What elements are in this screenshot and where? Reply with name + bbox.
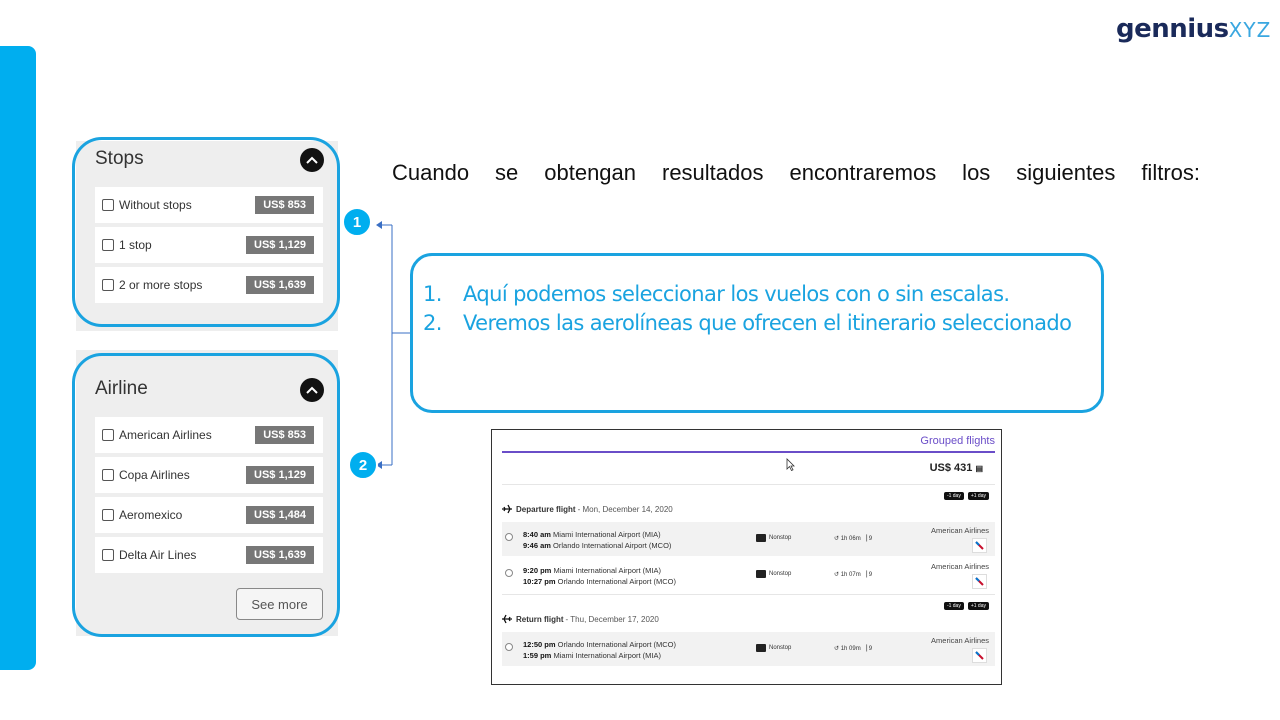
seat-icon: ▕ [862,572,868,578]
total-price-row [502,453,995,485]
plus-day-tag[interactable]: +1 day [968,492,989,500]
departure-title: Departure flight - Mon, December 14, 2020 [502,504,673,514]
side-accent-bar [0,46,36,670]
gennius-logo [1116,14,1271,44]
clock-icon: ↺ [834,646,840,652]
stops-indicator: Nonstop [756,534,791,542]
section-divider [502,594,995,595]
price-badge: US$ 1,639 [246,276,314,294]
item-text: Veremos las aerolíneas que ofrecen el itinerario seleccionado [463,311,1072,335]
option-label: 1 stop [119,238,152,252]
logo-suffix: XYZ [1228,18,1272,42]
price-badge: US$ 853 [255,426,314,444]
intro-text: Cuando se obtengan resultados encontraremos los siguientes filtros: [392,160,1200,185]
flight-times: 8:40 am Miami International Airport (MIA) 9:46 am Orlando International Airport (MCO) [523,530,672,550]
flight-row[interactable] [502,632,995,666]
flight-times: 12:50 pm Orlando International Airport (MCO) 1:59 pm Miami International Airport (MIA) [523,640,677,660]
mouse-cursor-icon [786,458,795,471]
grouped-flights-tab[interactable]: Grouped flights [920,435,995,447]
day-shift-tags [944,602,989,610]
clock-icon: ↺ [834,536,840,542]
stops-indicator: Nonstop [756,644,791,652]
flight-results-panel [491,429,1002,685]
option-label: Aeromexico [119,508,183,522]
plus-day-tag[interactable]: +1 day [968,602,989,610]
plane-departure-icon [502,504,512,514]
stops-icon [756,534,766,542]
airline-highlight-outline [72,353,340,637]
step-badge-2: 2 [348,450,378,480]
clock-icon: ↺ [834,572,840,578]
flight-row[interactable] [502,558,995,592]
price-badge: US$ 1,484 [246,506,314,524]
airline-panel-title: Airline [95,378,148,399]
stops-indicator: Nonstop [756,570,791,578]
stops-icon [756,570,766,578]
seat-icon: ▕ [862,536,868,542]
return-title: Return flight - Thu, December 17, 2020 [502,614,659,624]
price-badge: US$ 853 [255,196,314,214]
duration: ↺ 1h 06m ▕ 9 [834,536,873,542]
explanation-box [410,253,1104,413]
duration: ↺ 1h 07m ▕ 9 [834,572,873,578]
minus-day-tag[interactable]: -1 day [944,602,964,610]
airline-name: American Airlines [931,526,989,535]
explanation-list [423,280,1087,338]
option-label: Delta Air Lines [119,548,197,562]
airline-name: American Airlines [931,562,989,571]
price-badge: US$ 1,129 [246,236,314,254]
connector-lines [370,215,415,475]
option-label: 2 or more stops [119,278,203,292]
price-badge: US$ 1,129 [246,466,314,484]
option-label: Copa Airlines [119,468,190,482]
logo-brand: gennius [1116,14,1229,44]
list-item [423,280,1087,309]
list-item [423,309,1087,338]
see-more-button[interactable]: See more [236,588,323,620]
departure-section [502,490,995,594]
step-badge-1: 1 [342,207,372,237]
minus-day-tag[interactable]: -1 day [944,492,964,500]
flight-radio[interactable] [505,569,513,577]
total-price: US$ 431 ▤ [929,462,983,474]
price-badge: US$ 1,639 [246,546,314,564]
stops-highlight-outline [72,137,340,327]
flight-row[interactable] [502,522,995,556]
item-number: 2. [423,311,442,335]
stops-panel-title: Stops [95,148,144,169]
option-label: American Airlines [119,428,212,442]
day-shift-tags [944,492,989,500]
american-airlines-logo-icon [972,538,987,553]
info-icon: ▤ [975,464,983,473]
item-number: 1. [423,282,442,306]
return-section [502,600,995,680]
american-airlines-logo-icon [972,648,987,663]
item-text: Aquí podemos seleccionar los vuelos con o sin escalas. [463,282,1010,306]
flight-radio[interactable] [505,533,513,541]
flight-radio[interactable] [505,643,513,651]
duration: ↺ 1h 09m ▕ 9 [834,646,873,652]
american-airlines-logo-icon [972,574,987,589]
option-label: Without stops [119,198,192,212]
seat-icon: ▕ [862,646,868,652]
flight-times: 9:20 pm Miami International Airport (MIA) 10:27 pm Orlando International Airport (MCO) [523,566,677,586]
plane-return-icon [502,614,512,624]
airline-name: American Airlines [931,636,989,645]
stops-icon [756,644,766,652]
